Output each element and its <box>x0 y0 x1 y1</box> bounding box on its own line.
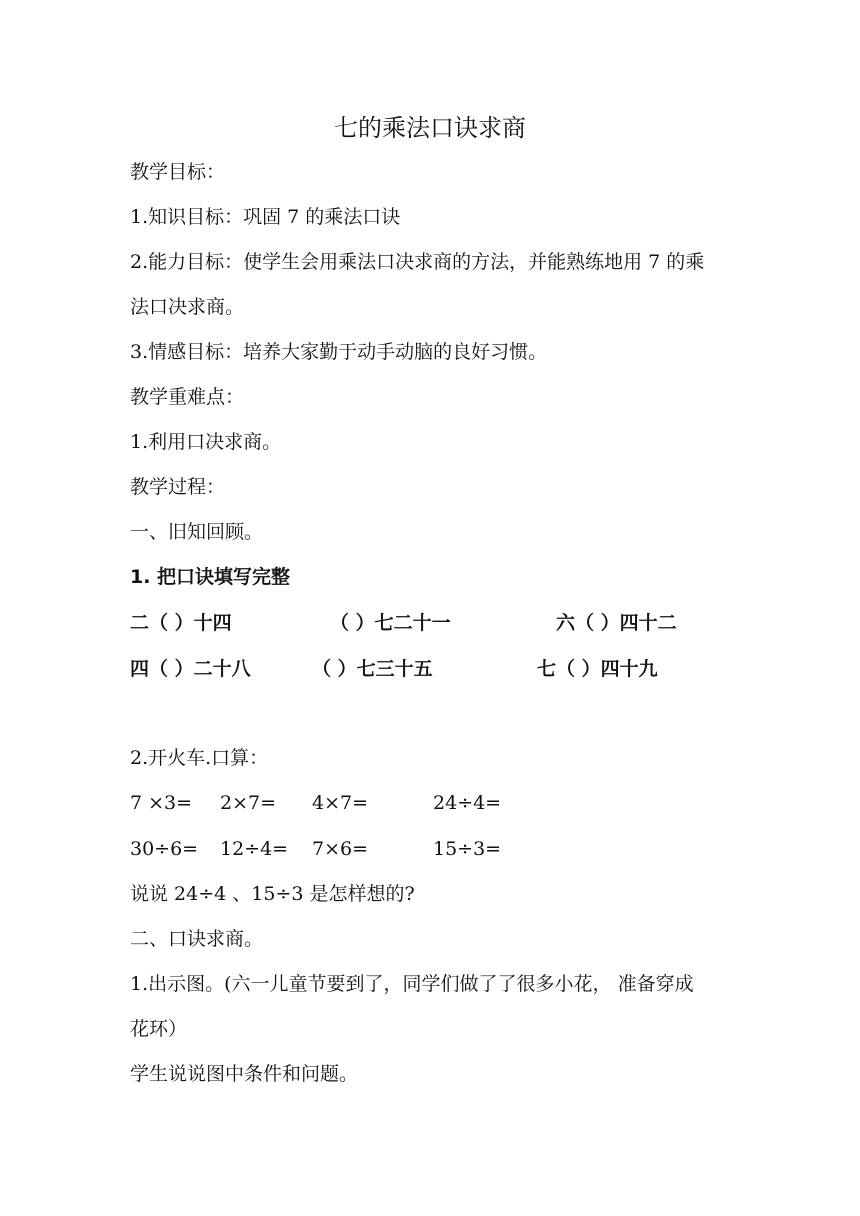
fill-blank-item: 七（ ）四十九 <box>537 658 658 680</box>
keypoints-heading: 教学重难点： <box>130 386 245 408</box>
fill-blank-item: （ ）七三十五 <box>312 658 433 680</box>
objective-knowledge: 1.知识目标：巩固 7 的乘法口诀 <box>130 206 401 228</box>
calc-item: 30÷6= <box>130 838 199 860</box>
calc-item: 15÷3= <box>433 838 502 860</box>
calc-item: 4×7= <box>312 792 369 814</box>
keypoint-item: 1.利用口决求商。 <box>130 431 282 453</box>
process-heading: 教学过程： <box>130 476 226 498</box>
objective-emotion: 3.情感目标：培养大家勤于动手动脑的良好习惯。 <box>130 341 548 363</box>
fill-blank-item: 四（ ）二十八 <box>130 658 251 680</box>
section-review: 一、旧知回顾。 <box>130 521 264 543</box>
task-fill-formula: 1. 把口诀填写完整 <box>130 566 291 588</box>
document-title: 七的乘法口诀求商 <box>334 114 526 142</box>
calc-item: 24÷4= <box>433 792 502 814</box>
objectives-heading: 教学目标： <box>130 161 226 183</box>
discussion-question: 说说 24÷4 、15÷3 是怎样想的? <box>130 883 415 905</box>
student-task: 学生说说图中条件和问题。 <box>130 1063 359 1085</box>
calc-item: 2×7= <box>220 792 277 814</box>
objective-ability-line-2: 法口决求商。 <box>130 296 245 318</box>
item-show-picture-line-1: 1.出示图。(六一儿童节要到了，同学们做了了很多小花， 准备穿成 <box>130 973 694 995</box>
calc-item: 12÷4= <box>220 838 289 860</box>
calc-item: 7 ×3= <box>130 792 193 814</box>
objective-ability-line-1: 2.能力目标：使学生会用乘法口决求商的方法，并能熟练地用 7 的乘 <box>130 251 705 273</box>
task-oral-calc: 2.开火车.口算： <box>130 747 269 769</box>
item-show-picture-line-2: 花环） <box>130 1018 188 1040</box>
calc-item: 7×6= <box>312 838 369 860</box>
section-quotient: 二、口诀求商。 <box>130 928 264 950</box>
fill-blank-item: 二（ ）十四 <box>130 612 232 634</box>
fill-blank-item: 六（ ）四十二 <box>556 612 677 634</box>
fill-blank-item: （ ）七二十一 <box>330 612 451 634</box>
